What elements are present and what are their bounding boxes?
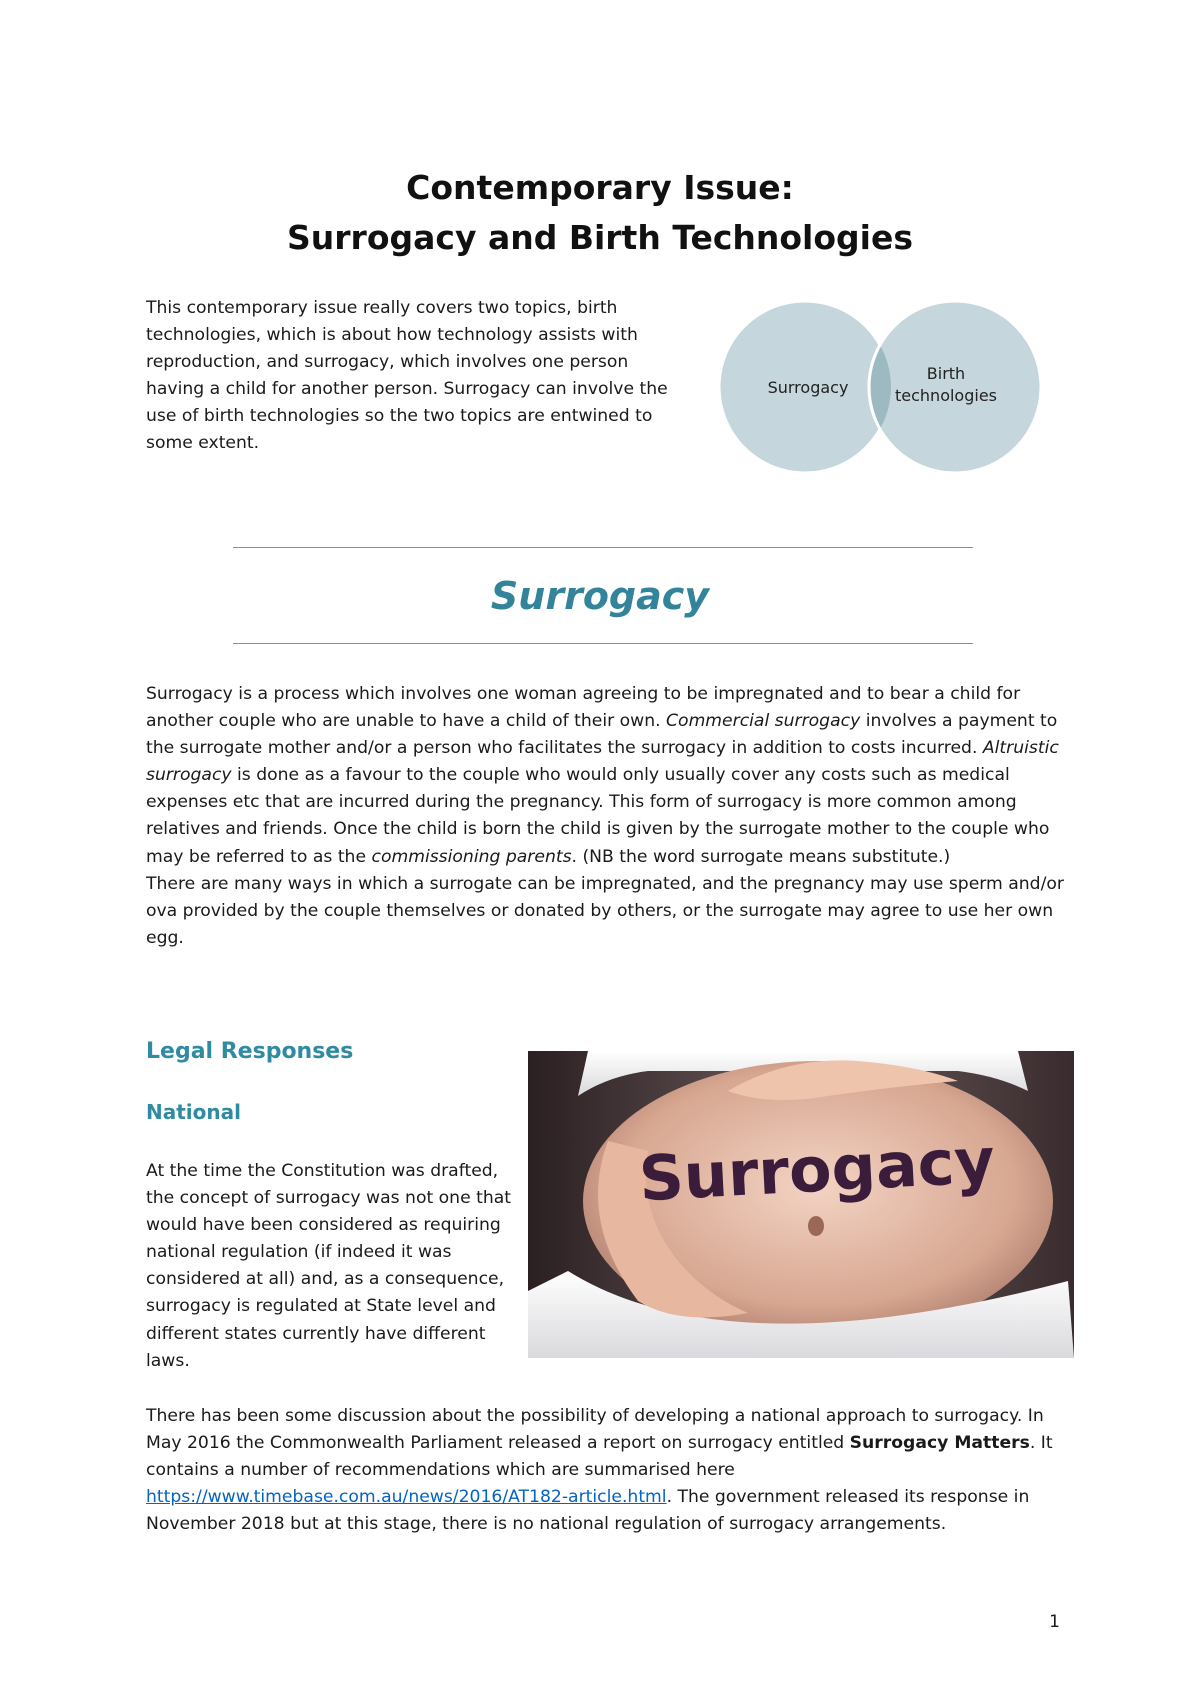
term-altruistic-surrogacy: Altruistic surrogacy [146,738,1059,786]
p1-text-b: involves a payment to the surrogate mother and/or a person who facilitates the surrogacy in addition to costs incurred. [146,711,1058,759]
discussion-text-a: There has been some discussion about the possibility of developing a national approach to surrogacy. In May 2016 the Commonwealth Parliament released a report on surrogacy entitled [146,1406,1044,1454]
photo-text: Surrogacy [637,1123,997,1216]
discussion-text-c: . The government released its response in November 2018 but at this stage, there is no national regulation of surrogacy arrangements. [146,1487,1030,1535]
surrogacy-paragraph-1 [146,681,1071,871]
venn-label-surrogacy: Surrogacy [767,378,849,397]
surrogacy-photo [528,1051,1074,1358]
p1-text-c: is done as a favour to the couple who would only usually cover any costs such as medical expenses etc that are incurred during the pregnancy. This form of surrogacy is more common among relatives and friends. Once the child is born the child is given by the surrogate mother to the couple who may be referred to as the [146,765,1050,867]
national-subheading: National [146,1100,241,1124]
surrogacy-paragraph-2: There are many ways in which a surrogate can be impregnated, and the pregnancy may use sperm and/or ova provided by the couple themselves or donated by others, or the surrogate may agree to use her own egg. [146,873,1064,948]
intro-paragraph: This contemporary issue really covers two topics, birth technologies, which is about how technology assists with reproduction, and surrogacy, which involves one person having a child for another person. Surrogacy can involve the use of birth technologies so the two topics are entwined to some extent. [146,298,668,454]
discussion-text-b: . It contains a number of recommendations which are summarised here [146,1433,1053,1481]
title-line-2: Surrogacy and Birth Technologies [287,218,913,257]
term-commissioning-parents: commissioning parents [371,846,572,867]
venn-label-technologies: technologies [895,386,997,405]
surrogacy-body [146,681,1071,952]
venn-diagram [715,298,1045,476]
p1-text-d: . (NB the word surrogate means substitute.) [571,846,951,867]
term-commercial-surrogacy: Commercial surrogacy [666,711,861,732]
p1-text-a: Surrogacy is a process which involves one woman agreeing to be impregnated and to bear a child for another couple who are unable to have a child of their own. [146,684,1021,732]
legal-responses-heading: Legal Responses [146,1039,354,1064]
title-line-1: Contemporary Issue: [406,168,794,207]
national-paragraph: At the time the Constitution was drafted, the concept of surrogacy was not one that would have been considered as requiring national regulation (if indeed it was considered at all) and, as a consequence, surrogacy is regulated at State level and different states currently have different laws. [146,1161,512,1371]
report-title: Surrogacy Matters [849,1433,1030,1454]
discussion-paragraph [146,1403,1071,1538]
section-heading-surrogacy: Surrogacy [490,574,710,618]
section-divider-top [233,547,973,548]
page-title [0,163,1200,263]
timebase-link[interactable]: https://www.timebase.com.au/news/2016/AT182-article.html [146,1487,667,1508]
section-divider-bottom [233,643,973,644]
page-number: 1 [1049,1612,1060,1632]
venn-label-birth: Birth [926,364,966,383]
